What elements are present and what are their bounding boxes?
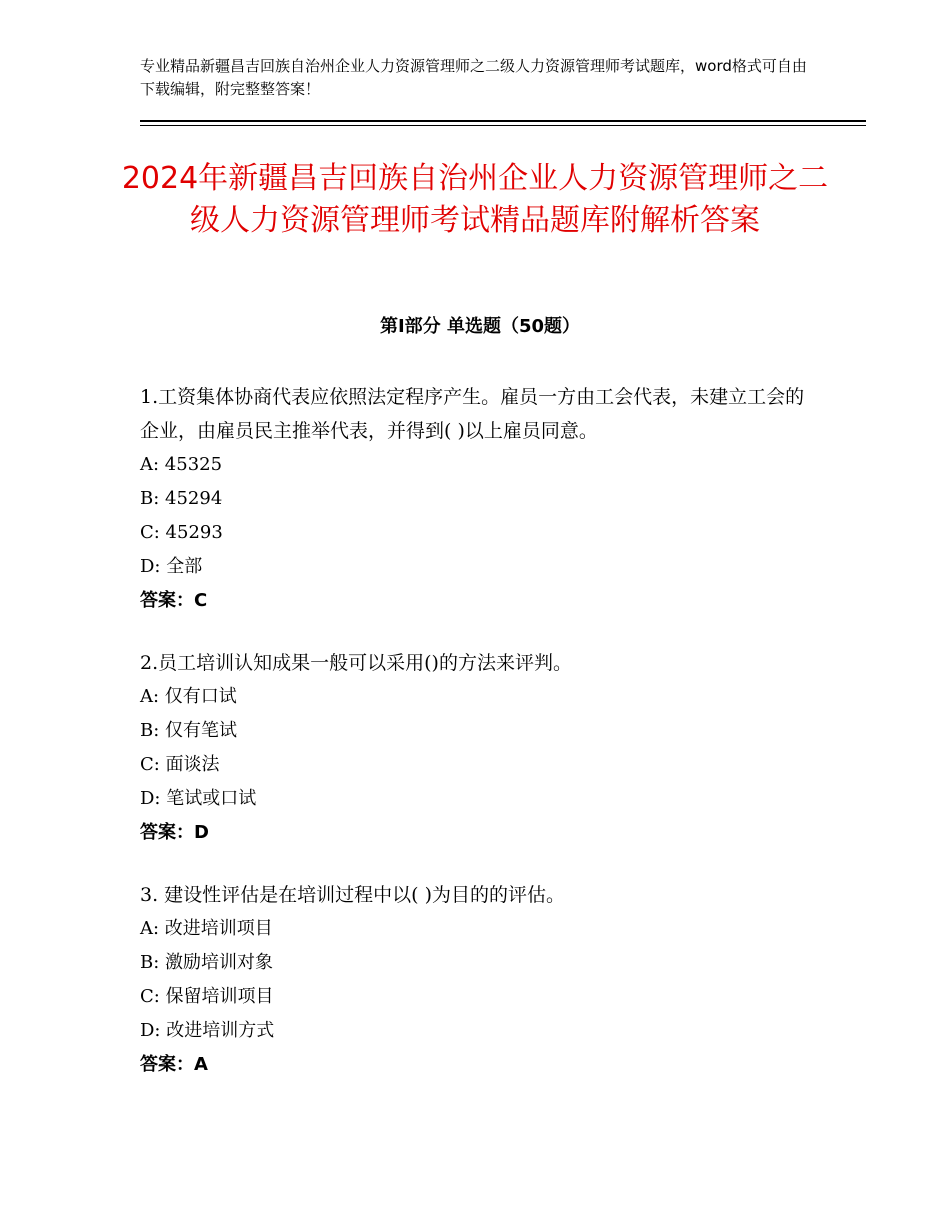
- option-b: B: 激励培训对象: [140, 952, 274, 973]
- option-c: C: 45293: [140, 522, 223, 543]
- section-title: 第Ⅰ部分 单选题（50题）: [379, 316, 580, 337]
- answer: 答案：C: [140, 590, 208, 611]
- answer: 答案：D: [140, 822, 209, 843]
- option-b: B: 仅有笔试: [140, 720, 238, 741]
- option-c: C: 保留培训项目: [140, 986, 274, 1007]
- document-title: 2024年新疆昌吉回族自治州企业人力资源管理师之二级人力资源管理师考试精品题库附解析答案: [121, 161, 829, 238]
- option-d: D: 笔试或口试: [140, 788, 257, 809]
- header-note: 专业精品新疆昌吉回族自治州企业人力资源管理师之二级人力资源管理师考试题库，word格式可自由下载编辑，附完整整答案！: [140, 57, 807, 98]
- option-a: A: 改进培训项目: [140, 918, 273, 939]
- option-a: A: 仅有口试: [140, 686, 237, 707]
- option-d: D: 全部: [140, 556, 203, 577]
- question-2: [140, 646, 810, 850]
- question-1: [140, 380, 810, 618]
- option-d: D: 改进培训方式: [140, 1020, 275, 1041]
- question-3: [140, 878, 810, 1082]
- question-stem: 3. 建设性评估是在培训过程中以( )为目的的评估。: [140, 884, 566, 906]
- question-list: [140, 380, 810, 1110]
- option-c: C: 面谈法: [140, 754, 220, 775]
- question-stem: 2.员工培训认知成果一般可以采用()的方法来评判。: [140, 652, 572, 674]
- answer: 答案：A: [140, 1054, 208, 1075]
- header-divider: [140, 120, 866, 126]
- option-a: A: 45325: [140, 454, 223, 475]
- option-b: B: 45294: [140, 488, 223, 509]
- question-stem: 1.工资集体协商代表应依照法定程序产生。雇员一方由工会代表，未建立工会的企业，由雇员民主推举代表，并得到( )以上雇员同意。: [140, 386, 805, 442]
